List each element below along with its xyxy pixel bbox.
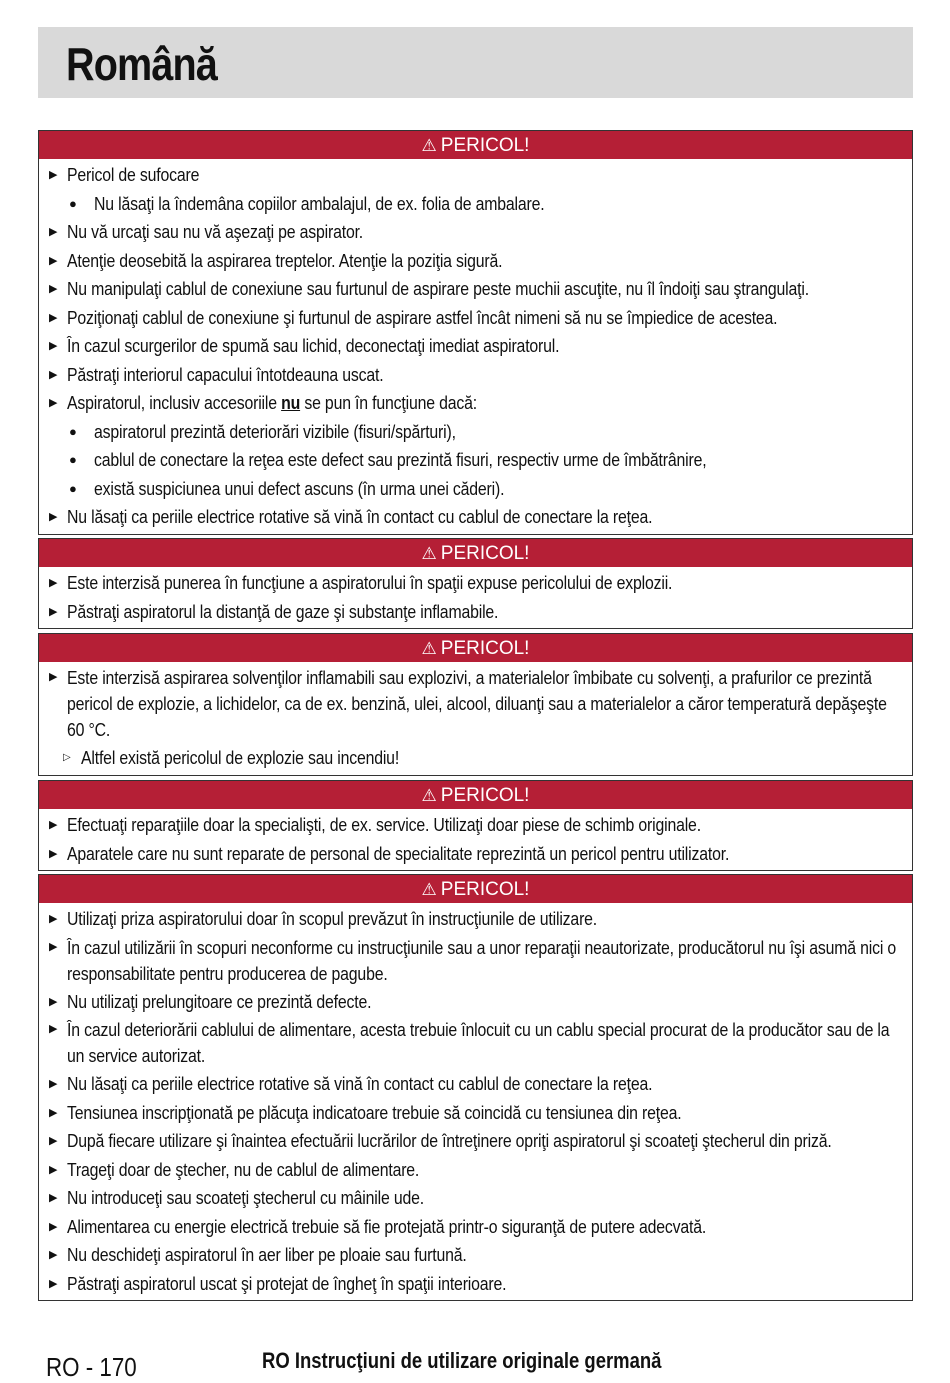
list-item: ▶ Păstraţi interiorul capacului întotdeauna uscat. — [39, 361, 912, 390]
danger-header: ⚠ PERICOL! — [39, 131, 912, 159]
title-bar — [38, 27, 913, 98]
bullet-arrow-icon: ▶ — [49, 1023, 58, 1035]
danger-header: ⚠ PERICOL! — [39, 875, 912, 903]
list-item: ● Nu lăsaţi la îndemâna copiilor ambalajul, de ex. folia de ambalare. — [39, 190, 912, 219]
bullet-arrow-icon: ▶ — [49, 671, 58, 683]
danger-header: ⚠ PERICOL! — [39, 634, 912, 662]
bullet-arrow-icon: ▶ — [49, 283, 58, 295]
warning-triangle-icon: ⚠ — [421, 880, 437, 899]
list-item: ▶ Este interzisă punerea în funcţiune a aspiratorului în spaţii expuse pericolului de explozii. — [39, 569, 912, 598]
list-item: ▶ Pericol de sufocare — [39, 161, 912, 190]
list-item: ▶ Alimentarea cu energie electrică trebuie să fie protejată printr-o siguranţă de putere adecvată. — [39, 1213, 912, 1242]
list-item: ▶ Utilizaţi priza aspiratorului doar în scopul prevăzut în instrucţiunile de utilizare. — [39, 905, 912, 934]
bullet-arrow-icon: ▶ — [49, 1277, 58, 1290]
document-title: RO Instrucţiuni de utilizare originale germană — [262, 1348, 662, 1373]
bullet-arrow-icon: ▶ — [49, 940, 58, 953]
list-item: ▶ Efectuaţi reparaţiile doar la specialişti, de ex. service. Utilizaţi doar piese de schimb originale. — [39, 811, 912, 840]
page-number: RO - 170 — [46, 1352, 137, 1382]
bullet-dot-icon: ● — [69, 480, 77, 496]
list-item: ▶ Este interzisă aspirarea solvenţilor inflamabili sau explozivi, a materialelor îmbibate cu solvenţi, a prafurilor ce prezintă pericol de explozie, a lichidelor, ca de ex. benzină, ulei, alcool, diluanţi sau a materialelor a căror temperatură depăşeşte 60 °C. — [39, 664, 912, 744]
list-item: ▶ Nu utilizaţi prelungitoare ce prezintă defecte. — [39, 988, 912, 1017]
list-item: ▶ Trageţi doar de ştecher, nu de cablul de alimentare. — [39, 1156, 912, 1185]
list-item: ▶ Păstraţi aspiratorul la distanţă de gaze şi substanţe inflamabile. — [39, 598, 912, 627]
bullet-arrow-icon: ▶ — [49, 1135, 58, 1147]
list-item: ▶ Aspiratorul, inclusiv accesoriile nu se pun în funcţiune dacă: — [39, 389, 912, 418]
bullet-arrow-icon: ▶ — [49, 1192, 58, 1204]
bullet-arrow-icon: ▶ — [49, 847, 58, 860]
list-item: ▶ Nu manipulaţi cablul de conexiune sau furtunul de aspirare peste muchii ascuţite, nu îl îndoiţi sau ştrangulaţi. — [39, 275, 912, 304]
list-item: ● există suspiciunea unui defect ascuns (în urma unei căderi). — [39, 475, 912, 504]
list-item: ● aspiratorul prezintă deteriorări vizibile (fisuri/spărturi), — [39, 418, 912, 447]
bullet-arrow-icon: ▶ — [49, 254, 58, 267]
list-item: ▶ Tensiunea inscripţionată pe plăcuţa indicatoare trebuie să coincidă cu tensiunea din reţea. — [39, 1099, 912, 1128]
bullet-arrow-icon: ▶ — [49, 169, 58, 181]
danger-box-1 — [38, 130, 913, 535]
warning-triangle-icon: ⚠ — [421, 136, 437, 155]
bullet-arrow-icon: ▶ — [49, 1220, 58, 1233]
list-item: ▶ Nu lăsaţi ca periile electrice rotative să vină în contact cu cablul de conectare la reţea. — [39, 503, 912, 532]
danger-header: ⚠ PERICOL! — [39, 539, 912, 567]
danger-box-5 — [38, 874, 913, 1301]
bullet-arrow-icon: ▶ — [49, 311, 58, 324]
list-item: ▷ Altfel există pericolul de explozie sau incendiu! — [39, 744, 912, 773]
list-item: ▶ După fiecare utilizare şi înaintea efectuării lucrărilor de întreţinere opriţi aspiratorul şi scoateţi ştecherul din priză. — [39, 1127, 912, 1156]
bullet-arrow-icon: ▶ — [49, 511, 58, 523]
list-item: ▶ Atenţie deosebită la aspirarea treptelor. Atenţie la poziţia sigură. — [39, 247, 912, 276]
warning-triangle-icon: ⚠ — [421, 639, 437, 658]
bullet-arrow-icon: ▶ — [49, 1106, 58, 1119]
bullet-dot-icon: ● — [69, 195, 77, 211]
list-item: ▶ Aparatele care nu sunt reparate de personal de specialitate reprezintă un pericol pentru utilizator. — [39, 840, 912, 869]
danger-header: ⚠ PERICOL! — [39, 781, 912, 809]
bullet-arrow-icon: ▶ — [49, 340, 58, 352]
danger-box-2 — [38, 538, 913, 629]
list-item: ▶ Nu introduceţi sau scoateţi ştecherul cu mâinile ude. — [39, 1184, 912, 1213]
bullet-arrow-icon: ▶ — [49, 577, 58, 589]
bullet-arrow-icon: ▶ — [49, 397, 58, 409]
bullet-dot-icon: ● — [69, 452, 77, 467]
bullet-arrow-icon: ▶ — [49, 995, 58, 1008]
warning-triangle-icon: ⚠ — [421, 786, 437, 805]
list-item: ▶ Poziţionaţi cablul de conexiune şi furtunul de aspirare astfel încât nimeni să nu se împiedice de acestea. — [39, 304, 912, 333]
bullet-arrow-icon: ▶ — [49, 605, 58, 618]
list-item: ● cablul de conectare la reţea este defect sau prezintă fisuri, respectiv urme de îmbătrânire, — [39, 446, 912, 475]
warning-triangle-icon: ⚠ — [421, 544, 437, 563]
bullet-arrow-icon: ▶ — [49, 226, 58, 238]
page-title: Română — [66, 38, 217, 90]
list-item: ▶ Nu vă urcaţi sau nu vă aşezaţi pe aspirator. — [39, 218, 912, 247]
list-item: ▶ În cazul scurgerilor de spumă sau lichid, deconectaţi imediat aspiratorul. — [39, 332, 912, 361]
bullet-arrow-icon: ▶ — [49, 1078, 58, 1090]
list-item: ▶ Nu deschideţi aspiratorul în aer liber pe ploaie sau furtună. — [39, 1241, 912, 1270]
bullet-dot-icon: ● — [69, 423, 77, 439]
list-item: ▶ În cazul utilizării în scopuri neconforme cu instrucţiunile sau a unor reparaţii neautorizate, producătorul nu îşi asumă nici o responsabilitate pentru producerea de pagube. — [39, 934, 912, 988]
list-item: ▶ Nu lăsaţi ca periile electrice rotative să vină în contact cu cablul de conectare la reţea. — [39, 1070, 912, 1099]
bullet-arrow-icon: ▶ — [49, 368, 58, 381]
result-triangle-icon: ▷ — [63, 752, 71, 763]
list-item: ▶ În cazul deteriorării cablului de alimentare, acesta trebuie înlocuit cu un cablu special procurat de la producător sau de la un service autorizat. — [39, 1016, 912, 1070]
bullet-arrow-icon: ▶ — [49, 819, 58, 831]
danger-box-3 — [38, 633, 913, 776]
bullet-arrow-icon: ▶ — [49, 913, 58, 925]
bullet-arrow-icon: ▶ — [49, 1249, 58, 1261]
danger-box-4 — [38, 780, 913, 871]
bullet-arrow-icon: ▶ — [49, 1163, 58, 1176]
list-item: ▶ Păstraţi aspiratorul uscat şi protejat de îngheţ în spaţii interioare. — [39, 1270, 912, 1299]
